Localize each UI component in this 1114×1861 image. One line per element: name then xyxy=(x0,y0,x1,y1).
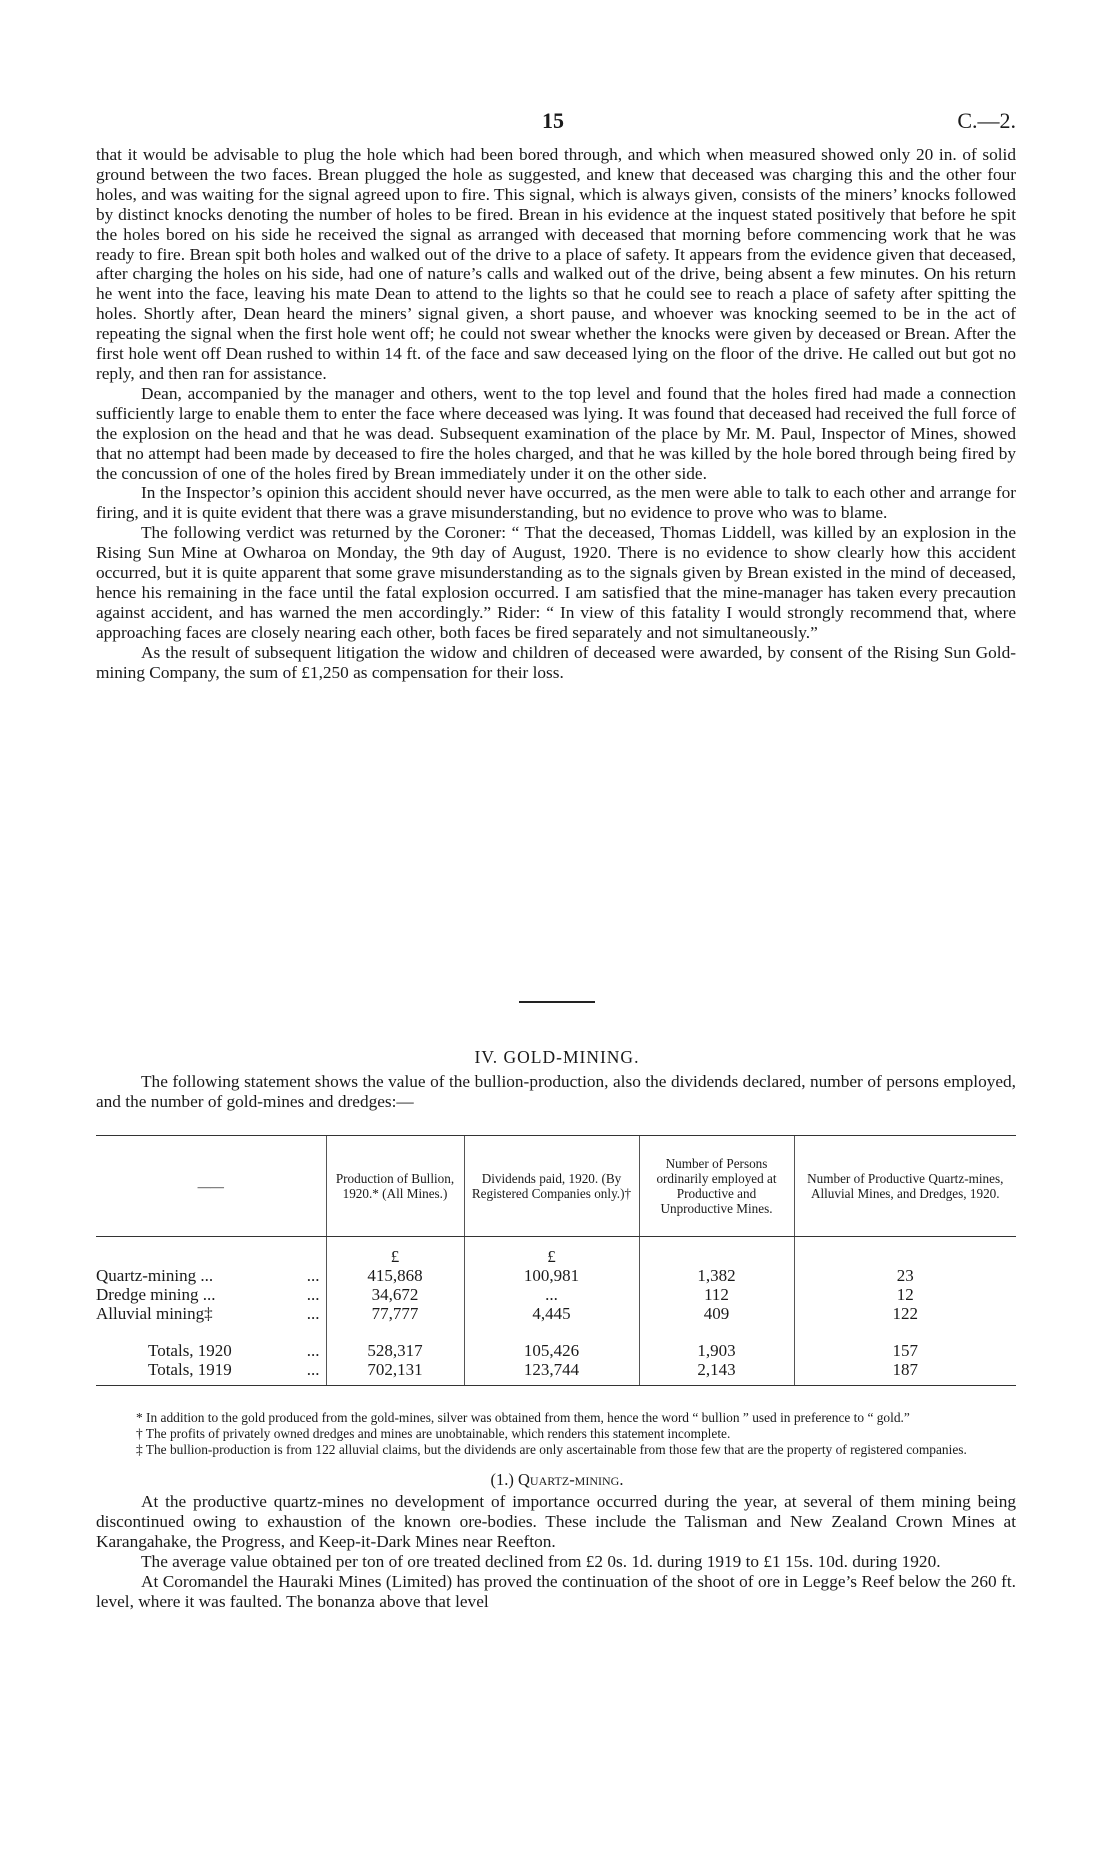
column-header-dividends: Dividends paid, 1920. (By Registered Companies only.)† xyxy=(464,1136,639,1237)
unit-dividends: £ xyxy=(464,1237,639,1267)
section-heading: IV. GOLD-MINING. xyxy=(474,1047,640,1067)
row-label: Quartz-mining ... xyxy=(96,1266,214,1285)
row-leader: ... xyxy=(306,1341,320,1360)
document-reference: C.—2. xyxy=(957,108,1016,133)
row-label: Dredge mining ... xyxy=(96,1285,216,1304)
table-header-row xyxy=(96,1136,1016,1237)
paragraph: As the result of subsequent litigation the widow and children of deceased were awarded, by consent of the Rising Sun Gold-mining Company, the sum of £1,250 as compensation for their loss. xyxy=(96,642,1016,682)
unit-production: £ xyxy=(326,1237,464,1267)
section-divider xyxy=(519,1001,595,1003)
cell-production: 528,317 xyxy=(326,1341,464,1360)
footnote: ‡ The bullion-production is from 122 alluvial claims, but the dividends are only ascertainable from those few that are the property of registered companies. xyxy=(136,1442,967,1458)
column-header-persons: Number of Persons ordinarily employed at Productive and Unproductive Mines. xyxy=(639,1136,794,1237)
row-label: Alluvial mining‡ xyxy=(96,1304,213,1323)
row-leader: ... xyxy=(276,1360,326,1386)
cell-dividends: 105,426 xyxy=(464,1341,639,1360)
cell-persons: 2,143 xyxy=(639,1360,794,1386)
cell-dividends: ... xyxy=(464,1285,639,1304)
cell-mines: 157 xyxy=(794,1341,1016,1360)
cell-mines: 122 xyxy=(794,1304,1016,1323)
row-leader: ... xyxy=(306,1304,320,1323)
paragraph: The average value obtained per ton of ore treated declined from £2 0s. 1d. during 1919 to £1 15s. 10d. during 1920. xyxy=(141,1552,941,1571)
cell-dividends: 100,981 xyxy=(464,1266,639,1285)
totals-label: Totals, 1920 xyxy=(148,1341,232,1360)
paragraph: Dean, accompanied by the manager and others, went to the top level and found that the holes fired had made a connection sufficiently large to enable them to enter the face where deceased was lying. It was found that deceased had received the full force of the explosion on the head and that he was dead. Subsequent examination of the place by Mr. M. Paul, Inspector of Mines, showed that no attempt had been made by deceased to fire the holes charged, and that he was killed by the hole bored through being fired by the concussion of one of the holes fired by Brean immediately under it on the other side. xyxy=(96,383,1016,483)
paragraph: At the productive quartz-mines no development of importance occurred during the year, at several of them mining being discontinued owing to exhaustion of the known ore-bodies. These include the Talisman and New Zealand Crown Mines at Karangahake, the Progress, and Keep-it-Dark Mines near Reefton. xyxy=(96,1492,1016,1551)
table-footnotes xyxy=(96,1410,1016,1459)
cell-dividends: 123,744 xyxy=(464,1360,639,1386)
column-header-mines: Number of Productive Quartz-mines, Alluvial Mines, and Dredges, 1920. xyxy=(794,1136,1016,1237)
column-header-production: Production of Bullion, 1920.* (All Mines.) xyxy=(326,1136,464,1237)
cell-persons: 112 xyxy=(639,1285,794,1304)
cell-mines: 23 xyxy=(794,1266,1016,1285)
table-row xyxy=(96,1304,1016,1323)
subsection-heading xyxy=(0,1470,1114,1490)
cell-mines: 187 xyxy=(794,1360,1016,1386)
column-header-label: —— xyxy=(96,1136,326,1237)
cell-persons: 1,903 xyxy=(639,1341,794,1360)
table-row xyxy=(96,1266,1016,1285)
cell-dividends: 4,445 xyxy=(464,1304,639,1323)
page-number: 15 xyxy=(542,108,564,133)
table-row xyxy=(96,1285,1016,1304)
section-intro xyxy=(96,1072,1016,1112)
subsection-title: Quartz-mining. xyxy=(518,1470,624,1489)
spacer-row xyxy=(96,1323,1016,1341)
intro-paragraph: The following statement shows the value of the bullion-production, also the dividends declared, number of persons employed, and the number of gold-mines and dredges:— xyxy=(96,1072,1016,1111)
totals-row xyxy=(96,1341,1016,1360)
subsection-number: (1.) xyxy=(490,1470,514,1489)
paragraph: The following verdict was returned by the Coroner: “ That the deceased, Thomas Liddell, was killed by an explosion in the Rising Sun Mine at Owharoa on Monday, the 9th day of August, 1920. There is no evidence to show clearly how this accident occurred, but it is quite apparent that some grave misunderstanding as to the signals given by Brean existed in the mind of deceased, hence his remaining in the face until the fatal explosion occurred. I am satisfied that the mine-manager has taken every precaution against accident, and has warned the men accordingly.” Rider: “ In view of this fatality I would strongly recommend that, where approaching faces are closely nearing each other, both faces be fired separately and not simultaneously.” xyxy=(96,523,1016,642)
accident-report-text xyxy=(96,145,1016,682)
paragraph: At Coromandel the Hauraki Mines (Limited) has proved the continuation of the shoot of ore in Legge’s Reef below the 260 ft. level, where it was faulted. The bonanza above that level xyxy=(96,1572,1016,1611)
row-leader: ... xyxy=(306,1285,320,1304)
cell-production: 77,777 xyxy=(326,1304,464,1323)
cell-production: 34,672 xyxy=(326,1285,464,1304)
cell-persons: 1,382 xyxy=(639,1266,794,1285)
cell-production: 415,868 xyxy=(326,1266,464,1285)
units-row xyxy=(96,1237,1016,1267)
footnote: * In addition to the gold produced from the gold-mines, silver was obtained from them, hence the word “ bullion ” used in preference to “ gold.” xyxy=(136,1410,910,1425)
page-header xyxy=(96,108,1016,138)
totals-row xyxy=(96,1360,1016,1386)
gold-mining-statistics-table xyxy=(96,1135,1016,1386)
paragraph: In the Inspector’s opinion this accident should never have occurred, as the men were able to talk to each other and arrange for firing, and it is quite evident that there was a grave misunderstanding, but no evidence to prove who was to blame. xyxy=(96,483,1016,523)
footnote: † The profits of privately owned dredges and mines are unobtainable, which renders this statement incomplete. xyxy=(136,1426,731,1442)
cell-persons: 409 xyxy=(639,1304,794,1323)
paragraph: that it would be advisable to plug the hole which had been bored through, and which when measured showed only 20 in. of solid ground between the two faces. Brean plugged the hole as suggested, and knew that deceased was charging this and the other four holes, and was waiting for the signal agreed upon to fire. This signal, which is always given, consists of the miners’ knocks followed by distinct knocks denoting the number of holes to be fired. Brean in his evidence at the inquest stated positively that before he spit the holes bored on his side he received the signal as arranged with deceased that morning before commencing work that he was ready to fire. Brean spit both holes and walked out of the drive to a place of safety. It appears from the evidence given that deceased, after charging the holes on his side, had one of nature’s calls and walked out of the drive, being absent a few minutes. On his return he went into the face, leaving his mate Dean to attend to the lights so that he could see to reach a place of safety after spitting the holes. Shortly after, Dean heard the miners’ signal given, a short pause, and whoever was knocking seemed to be in the act of repeating the signal when the first hole went off; he could not swear whether the knocks were given by deceased or Brean. After the first hole went off Dean rushed to within 14 ft. of the face and saw deceased lying on the floor of the drive. He called out but got no reply, and then ran for assistance. xyxy=(96,145,1016,383)
cell-mines: 12 xyxy=(794,1285,1016,1304)
quartz-mining-text xyxy=(96,1492,1016,1612)
row-leader: ... xyxy=(306,1266,320,1285)
cell-production: 702,131 xyxy=(326,1360,464,1386)
totals-label: Totals, 1919 xyxy=(96,1360,276,1386)
